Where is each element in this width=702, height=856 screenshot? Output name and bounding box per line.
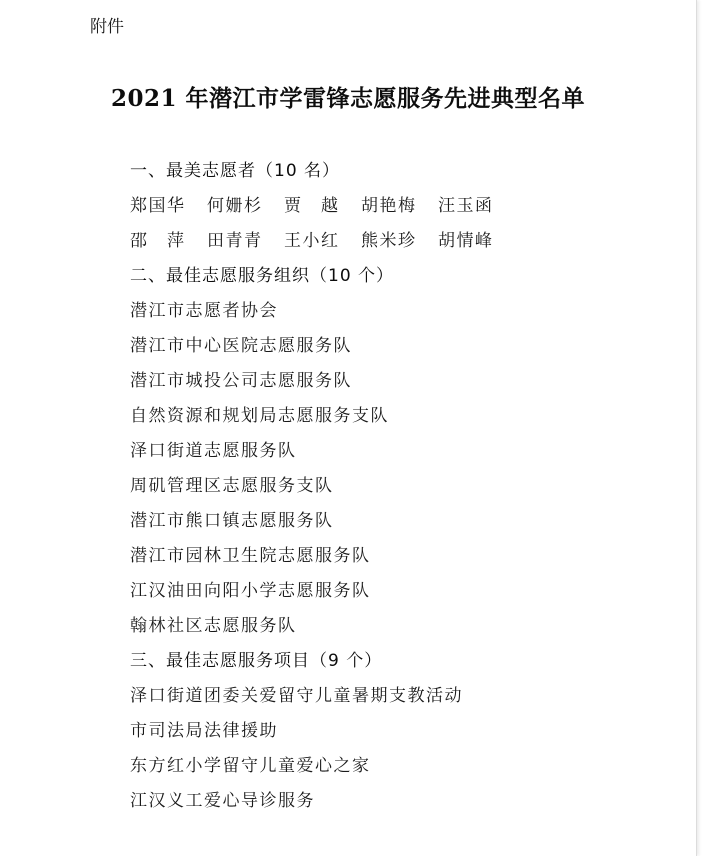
- volunteer-name: 王小红: [284, 231, 340, 251]
- project-item: 市司法局法律援助: [130, 721, 278, 741]
- volunteer-name: 田青青: [207, 231, 263, 251]
- volunteer-name: 郑国华: [130, 196, 186, 216]
- attachment-label: 附件: [90, 17, 124, 37]
- project-item: 东方红小学留守儿童爱心之家: [130, 756, 371, 776]
- volunteer-name: 何姗杉: [207, 196, 263, 216]
- organization-item: 翰林社区志愿服务队: [130, 616, 297, 636]
- organization-item: 泽口街道志愿服务队: [130, 441, 297, 461]
- organization-item: 潜江市中心医院志愿服务队: [130, 336, 352, 356]
- volunteer-name: 胡情峰: [438, 231, 494, 251]
- section-heading-projects: 三、最佳志愿服务项目（9 个）: [130, 651, 383, 671]
- project-item: 江汉义工爱心导诊服务: [130, 791, 315, 811]
- organization-item: 潜江市园林卫生院志愿服务队: [130, 546, 371, 566]
- organization-item: 周矶管理区志愿服务支队: [130, 476, 334, 496]
- organization-item: 潜江市城投公司志愿服务队: [130, 371, 352, 391]
- volunteer-name: 汪玉函: [438, 196, 494, 216]
- volunteer-names-row-2: [130, 224, 650, 259]
- organization-item: 江汉油田向阳小学志愿服务队: [130, 581, 371, 601]
- project-item: 泽口街道团委关爱留守儿童暑期支教活动: [130, 686, 463, 706]
- page-title: 2021 年潜江市学雷锋志愿服务先进典型名单: [110, 85, 586, 112]
- section-heading-organizations: 二、最佳志愿服务组织（10 个）: [130, 266, 395, 286]
- volunteer-names-row-1: [130, 189, 650, 224]
- organization-item: 潜江市熊口镇志愿服务队: [130, 511, 334, 531]
- organization-item: 自然资源和规划局志愿服务支队: [130, 406, 389, 426]
- section-heading-volunteers: 一、最美志愿者（10 名）: [130, 161, 341, 181]
- volunteer-name: 胡艳梅: [361, 196, 417, 216]
- organization-item: 潜江市志愿者协会: [130, 301, 278, 321]
- document-body: [130, 154, 650, 819]
- volunteer-name: 熊米珍: [361, 231, 417, 251]
- volunteer-name: 邵 萍: [130, 231, 186, 251]
- volunteer-name: 贾 越: [284, 196, 340, 216]
